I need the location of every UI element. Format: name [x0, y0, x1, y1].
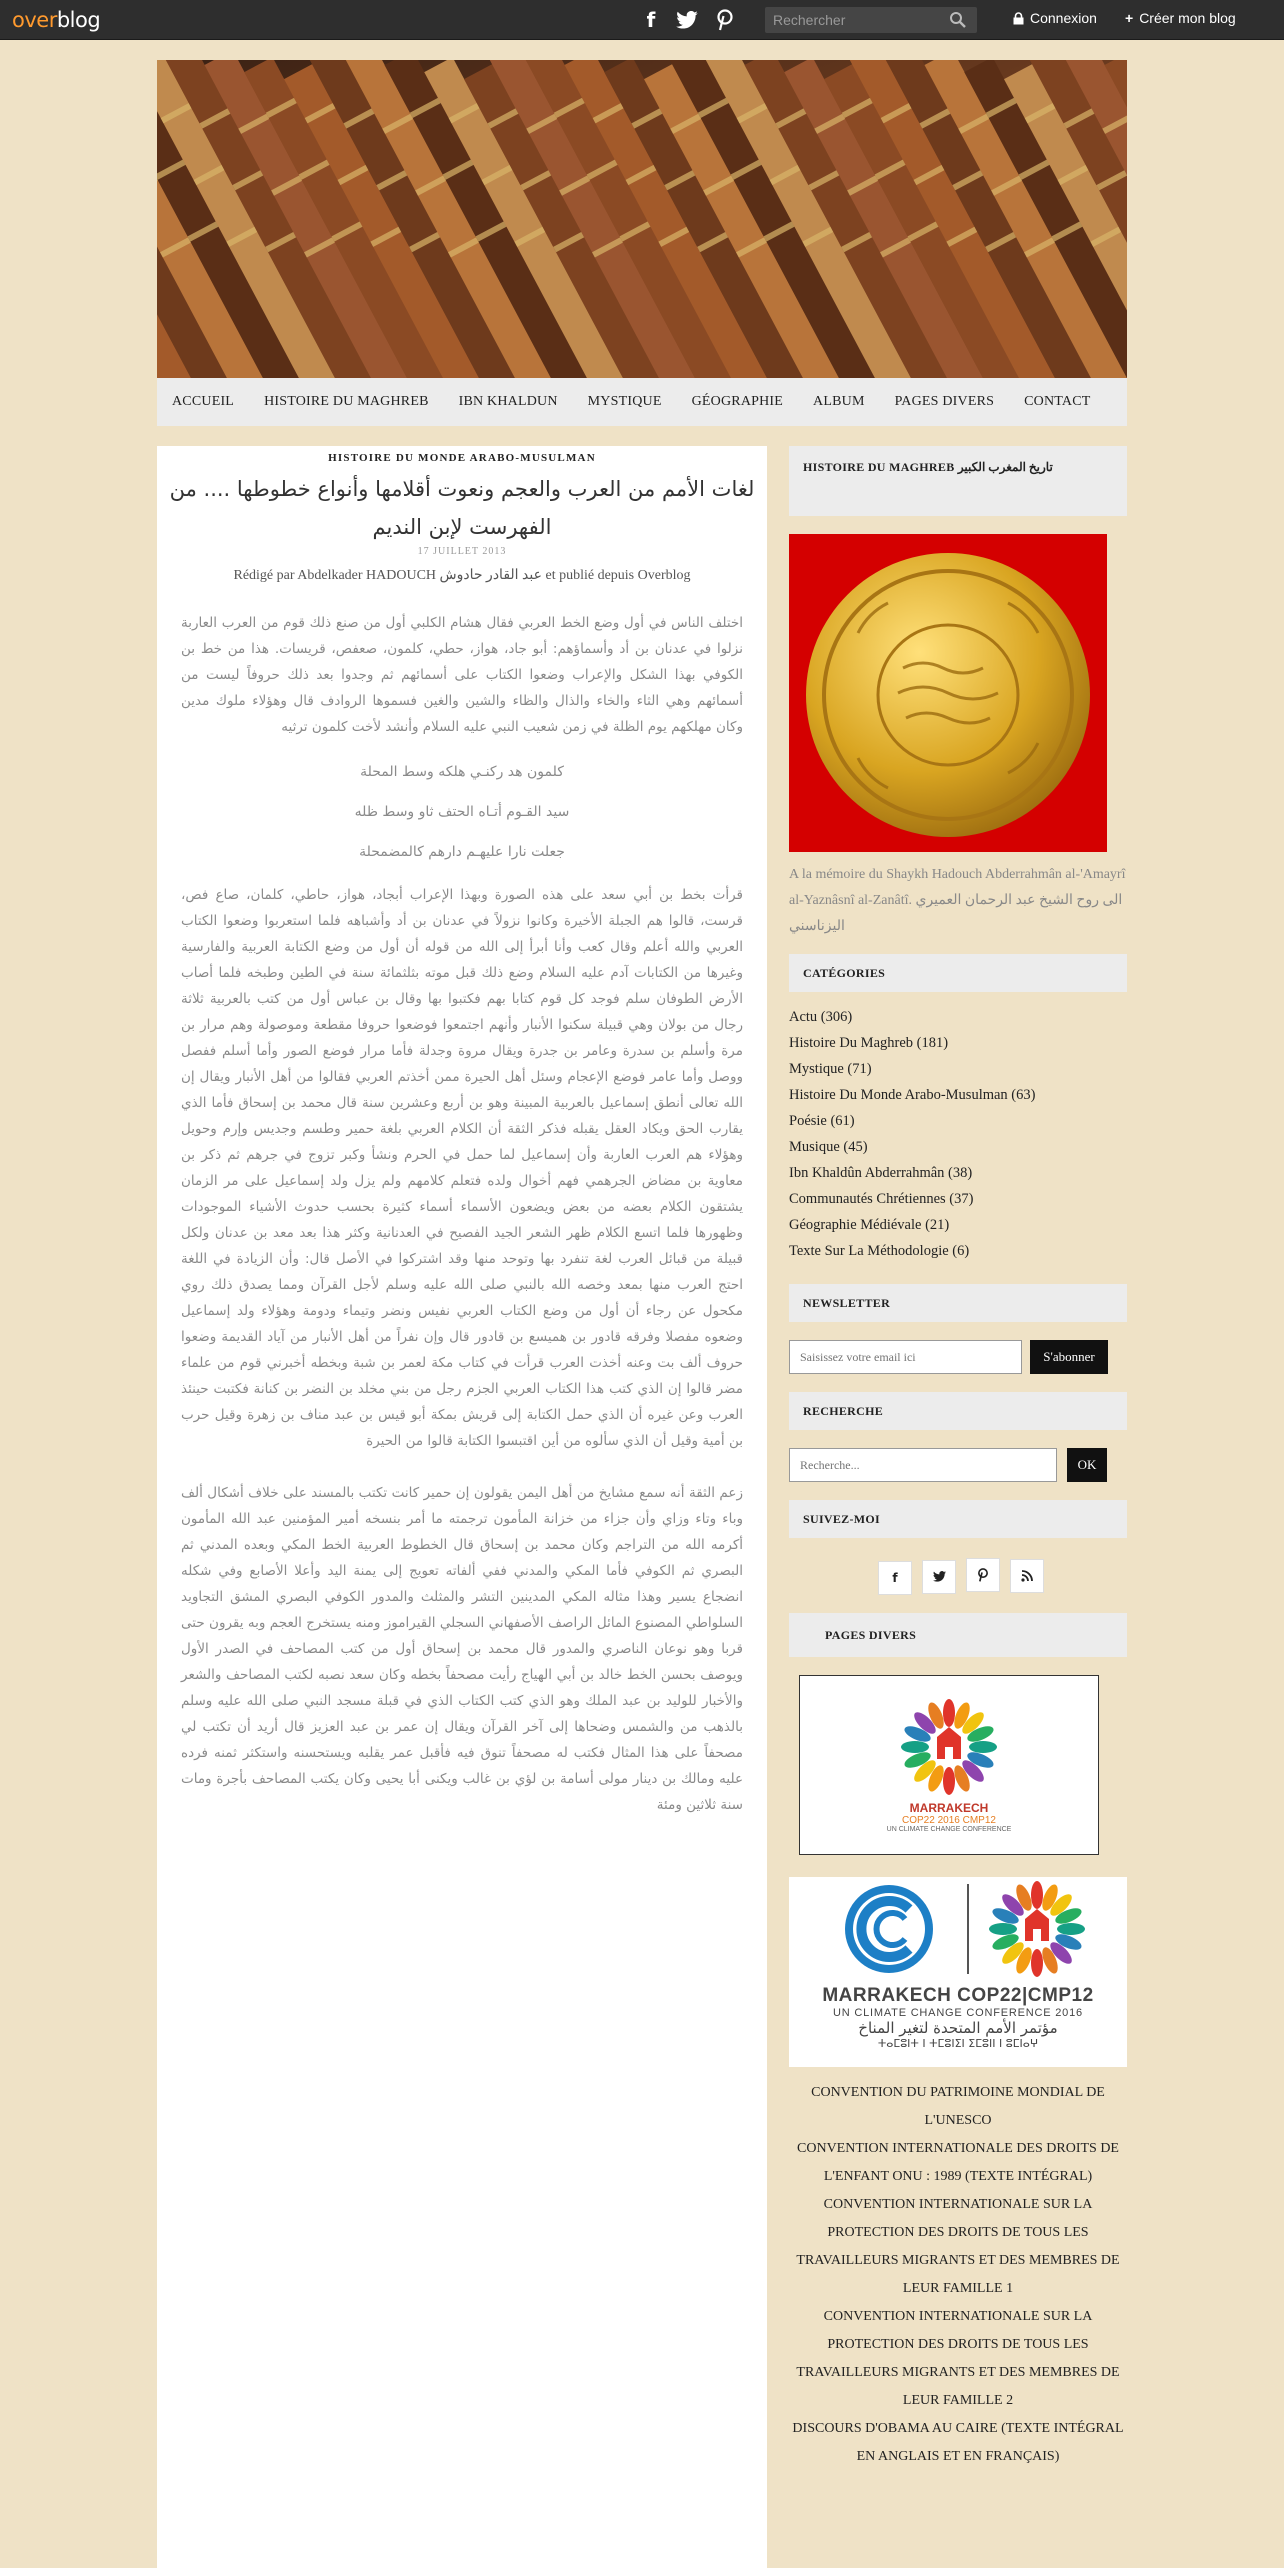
cop22-logo-title: MARRAKECH	[909, 1801, 989, 1815]
cop22-logo-arabic: مؤتمر الأمم المتحدة لتغير المناخ	[858, 2019, 1058, 2037]
facebook-icon[interactable]: f	[878, 1561, 912, 1595]
cop22-emblems	[829, 1879, 1087, 1979]
page-link[interactable]: CONVENTION INTERNATIONALE SUR LA PROTECTION DES DROITS DE TOUS LES TRAVAILLEURS MIGRANTS ET DES MEMBRES DE LEUR FAMILLE 1	[796, 2197, 1120, 2296]
nav-pages-divers[interactable]: PAGES DIVERS	[894, 394, 995, 409]
twitter-icon[interactable]	[673, 6, 701, 34]
sidebar-search-input[interactable]	[789, 1448, 1057, 1482]
page-link[interactable]: CONVENTION INTERNATIONALE DES DROITS DE L'ENFANT ONU : 1989 (TEXTE INTÉGRAL)	[797, 2141, 1119, 2184]
pages-list	[789, 2079, 1127, 2471]
nav-histoire-du-maghreb[interactable]: HISTOIRE DU MAGHREB	[264, 394, 429, 409]
follow-icons	[789, 1558, 1127, 1595]
cop22-logo-tifinagh: ⵜⴰⵎⵓⵏⵜ ⵏ ⵜⵎⵓⵏⵉⵏ ⵉⵎⵓⵏⵏ ⵏ ⵓⵎⵏⴰⵖ	[877, 2037, 1039, 2050]
nav-accueil[interactable]: ACCUEIL	[172, 394, 235, 409]
nav-geographie[interactable]: GÉOGRAPHIE	[691, 394, 784, 409]
twitter-icon[interactable]	[922, 1560, 956, 1594]
poem-verse: جعلت نارا عليهـم دارهم كالمضمحلة	[359, 844, 565, 860]
cop22-logo-framed[interactable]	[799, 1675, 1099, 1855]
category-link[interactable]: Communautés Chrétiennes (37)	[789, 1191, 974, 1207]
category-link[interactable]: Géographie Médiévale (21)	[789, 1217, 950, 1233]
follow-header: SUIVEZ-MOI	[789, 1500, 1127, 1538]
cop22-logo-tagline: UN CLIMATE CHANGE CONFERENCE	[886, 1826, 1012, 1833]
category-list	[789, 1004, 1127, 1264]
cop22-logo-subtitle: UN CLIMATE CHANGE CONFERENCE 2016	[833, 2007, 1083, 2019]
category-link[interactable]: Texte Sur La Méthodologie (6)	[789, 1243, 970, 1259]
top-bar	[0, 0, 1284, 40]
logo-divider	[967, 1884, 969, 1974]
pinterest-icon[interactable]	[966, 1558, 1000, 1592]
article-byline: Rédigé par Abdelkader HADOUCH عبد القادر حادوش et publié depuis Overblog	[233, 568, 691, 583]
poem-verse: سيد القـوم أتـاه الحتف ثاو وسط ظله	[354, 804, 570, 820]
pinterest-icon[interactable]	[711, 6, 739, 34]
category-link[interactable]: Ibn Khaldûn Abderrahmân (38)	[789, 1165, 973, 1181]
gold-coin-image	[789, 534, 1107, 852]
maghreb-widget-header: HISTOIRE DU MAGHREB تاريخ المغرب الكبير	[789, 446, 1127, 516]
article-title[interactable]: لغات الأمم من العرب والعجم ونعوت أقلامها وأنواع خطوطها .... من الفهرست لإبن النديم	[169, 477, 755, 539]
top-search-input[interactable]	[765, 12, 945, 28]
main-navigation	[157, 378, 1127, 426]
facebook-icon[interactable]: f	[646, 8, 656, 32]
search-header: RECHERCHE	[789, 1392, 1127, 1430]
page-link[interactable]: CONVENTION INTERNATIONALE SUR LA PROTECTION DES DROITS DE TOUS LES TRAVAILLEURS MIGRANTS ET DES MEMBRES DE LEUR FAMILLE 2	[796, 2309, 1120, 2408]
cop22-emblem-icon	[899, 1697, 999, 1797]
search-ok-button[interactable]: OK	[1067, 1448, 1107, 1482]
category-link[interactable]: Mystique (71)	[789, 1061, 872, 1077]
page-link[interactable]: CONVENTION DU PATRIMOINE MONDIAL DE L'UNESCO	[811, 2085, 1105, 2128]
newsletter-form	[789, 1340, 1127, 1374]
category-link[interactable]: Musique (45)	[789, 1139, 868, 1155]
plus-icon: +	[1125, 10, 1134, 26]
nav-album[interactable]: ALBUM	[813, 394, 865, 409]
nav-ibn-khaldun[interactable]: IBN KHALDUN	[458, 394, 558, 409]
subscribe-button[interactable]: S'abonner	[1030, 1340, 1108, 1374]
header-banner-image	[157, 60, 1127, 378]
cop22-emblem-icon	[987, 1879, 1087, 1979]
lock-icon	[1013, 12, 1024, 25]
top-search	[765, 7, 977, 33]
newsletter-header: NEWSLETTER	[789, 1284, 1127, 1322]
search-icon[interactable]	[949, 11, 967, 29]
category-link[interactable]: Histoire Du Monde Arabo-Musulman (63)	[789, 1087, 1036, 1103]
sidebar	[789, 446, 1127, 2471]
poem-verse: كلمون هد ركنـي هلكه وسط المحلة	[360, 764, 564, 780]
category-link[interactable]: Histoire Du Maghreb (181)	[789, 1035, 949, 1051]
nav-contact[interactable]: CONTACT	[1024, 394, 1091, 409]
categories-header: CATÉGORIES	[789, 954, 1127, 992]
create-blog-link[interactable]: + Créer mon blog	[1125, 10, 1236, 26]
article-paragraph: اختلف الناس في أول وضع الخط العربي فقال هشام الكلبي أول من صنع ذلك قوم من العرب العاربة نزلوا في عدنان بن أد وأسماؤهم: أبو جاد، هواز، حطي، كلمون، صعفص، قريسات. هذا من خط بن الكوفي بهذا الشكل والإعراب وضعوا الكتاب على أسمائهم ثم وجدوا بعد ذلك حروفاً ليست من أسمائهم وهي الثاء والخاء والذال والظاء والشين والغين فسموها الروادف قال وهؤلاء ملوك مدين وكان مهلكهم يوم الظلة في زمن شعيب النبي عليه السلام وأنشد لأخت كلمون ترثيه	[181, 615, 743, 735]
coin-caption: A la mémoire du Shaykh Hadouch Abderrahmân al-'Amayrî al-Yaznâsnî al-Zanâtî. الى روح الشيخ عبد الرحمان العميري اليزناسني	[789, 867, 1126, 934]
article-category[interactable]: HISTOIRE DU MONDE ARABO-MUSULMAN	[328, 452, 596, 464]
article-paragraph: قرأت بخط بن أبي سعد على هذه الصورة وبهذا الإعراب أبجاد، هواز، حاطي، كلمان، صاع فص، قرست، قالوا هم الجبلة الأخيرة وكانوا نزولاً في عدنان بن أد وأشباهه فلما استعربوا وضعوا الكتاب العربي والله أعلم وقال كعب وأنا أبرأ إلى الله من قوله أن أول من وضع الكتابة العربية والفارسية وغيرها من الكتابات آدم عليه السلام وضع ذلك قبل موته بثلثمائة سنة في الطين وطبخه فلما أصاب الأرض الطوفان سلم فوجد كل قوم كتابا بهم فكتبوا بها وقال بن عباس أول من كتب بالعربية ثلاثة رجال من بولان وهي قبيلة سكنوا الأنبار وأنهم اجتمعوا فوضعوا حروفا مقطعة وموصولة وهم مرار بن مرة وأسلم بن سدرة وعامر بن جدرة ويقال مروة وجدلة فأما مرار فوضع الصور وأما أسلم ففصل ووصل وأما عامر فوضع الإعجام وسئل أهل الحيرة ممن أخذتم العربي فقالوا من أهل الأنبار ويقال إن الله تعالى أنطق إسماعيل بالعربية المبينة وهو بن أربع وعشرين سنة قال محمد بن إسحاق فأما الذي يقارب الحق ويكاد العقل يقبله فذكر الثقة أن الكلام العربي بلغة حمير وطسم وجديس وإرم وحويل وهؤلاء هم العرب العاربة وأن إسماعيل لما حمل في الحرم ونشأ وكبر تزوج في جرهم ثم ذكر بن معاوية بن مضاض الجرهمي فهم أخوال ولده فتعلم كلامهم ولم يزل ولد إسماعيل على مر الزمان يشتقون الكلام بعضه من بعض ويضعون الأسماء أسماء كثيرة بحسب حدوث الأشياء الموجودات وظهورها فلما اتسع الكلام ظهر الشعر الجيد الفصيح في العدنانية وكثر هذا بعد معد بن عدنان ولكل قبيلة من قبائل العرب لغة تنفرد بها وتوحد منها وقد اشتركوا في الأصل قال: وأن الزيادة في اللغة احتج العرب منها بمعد وخصه الله بالنبي صلى الله عليه وسلم لأجل القرآن ومما يصدق ذلك روي مكحول عن رجاء أن أول من وضع الكتاب العربي نفيس ونضر وتيماء ودومة وهؤلاء ولد إسماعيل وضعوه مفصلا وفرقه قادور بن هميسع بن قادور قال وإن نفراً من أهل الأنبار من آياد القديمة وضعوا حروف ألف بت وعنه أخذت العرب قرأت في كتاب مكة لعمر بن شبة وبخطه أخبرني قوم من علماء مضر قالوا إن الذي كتب هذا الكتاب العربي الجزم رجل من بني مخلد بن النضر بن كنانة فكتبت حينئذ العرب وعن غيره أن الذي حمل الكتابة إلى قريش بمكة أبو قيس بن عبد مناف بن زهرة وقيل حرب بن أمية وقيل أن الذي سألوه من أين اقتبسوا الكتابة قالوا من الحيرة	[181, 887, 743, 1449]
nav-mystique[interactable]: MYSTIQUE	[587, 394, 662, 409]
category-link[interactable]: Poésie (61)	[789, 1113, 855, 1129]
cop22-logo-title: MARRAKECH COP22|CMP12	[822, 1985, 1094, 2006]
sidebar-search-form	[789, 1448, 1127, 1482]
rss-icon[interactable]	[1010, 1559, 1044, 1593]
article	[157, 446, 767, 2568]
pages-divers-header: PAGES DIVERS	[789, 1613, 1127, 1657]
category-link[interactable]: Actu (306)	[789, 1009, 853, 1025]
article-paragraph: زعم الثقة أنه سمع مشايخ من أهل اليمن يقولون إن حمير كانت تكتب بالمسند على خلاف أشكال ألف وباء وتاء وزاي وأن جزاء من خزانة المأمون ترجمته ما أمر بنسخه أمير المؤمنين عبد الله المأمون أكرمه الله من التراجم وكان محمد بن إسحاق قال الخطوط العربية الخط المكي وبعده المدني ثم البصري ثم الكوفي فأما المكي والمدني ففي ألفاته تعويج إلى يمنة اليد وأعلا الأصابع وفي شكله انضجاع يسير وهذا مثاله المكي المدينين التشر والمثلث والمدور الكوفي البصري المشق التجاويد السلواطي المصنوع المائل الراصف الأصفهاني السجلي القيراموز ومنه يستخرج العجم وبه يقرون حتى قربا وهو نوعان الناصري والمدور قال محمد بن إسحاق أول من كتب المصاحف في الصدر الأول ويوصف بحسن الخط خالد بن أبي الهياج رأيت مصحفاً بخطه وكان سعد نصبه لكتب المصاحف والشعر والأخبار للوليد بن عبد الملك وهو الذي كتب الكتاب الذي في قبلة مسجد النبي صلى الله عليه وسلم بالذهب من والشمس وضحاها إلى آخر القرآن ويقال إن عمر بن عبد العزيز قال أريد أن تكتب لي مصحفاً على هذا المثال فكتب له مصحفاً تنوق فيه فأقبل عمر يقلبه ويستحسنه واستكثر ثمنه فرده عليه ومالك بن دينار مولى أسامة بن لؤي بن غالب ويكنى أبا يحيى وكان يكتب المصاحف بأجرة ومات سنة ثلاثين ومئة	[181, 1485, 743, 1813]
unfccc-icon	[829, 1879, 949, 1979]
page-link[interactable]: DISCOURS D'OBAMA AU CAIRE (TEXTE INTÉGRAL EN ANGLAIS ET EN FRANÇAIS)	[792, 2421, 1124, 2464]
overblog-logo[interactable]: overblog	[12, 8, 101, 32]
login-link[interactable]: Connexion	[1013, 10, 1097, 26]
cop22-logo-subtitle: COP22 2016 CMP12	[902, 1815, 996, 1826]
article-date: 17 JUILLET 2013	[417, 546, 507, 557]
newsletter-email-input[interactable]	[789, 1340, 1022, 1374]
cop22-unfccc-logo[interactable]	[789, 1877, 1127, 2067]
